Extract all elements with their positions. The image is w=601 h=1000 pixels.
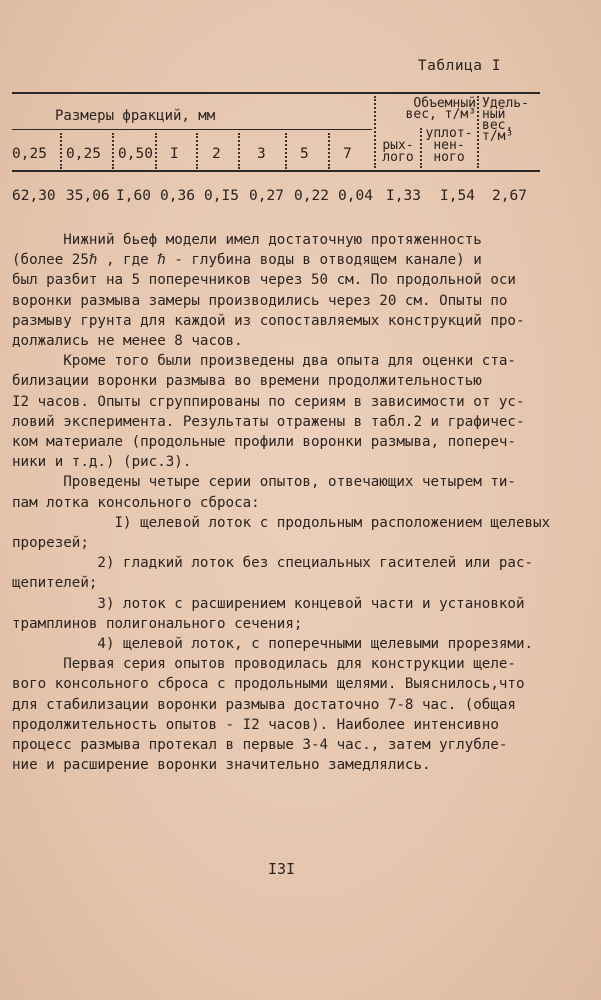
text-line: процесс размыва протекал в первые 3-4 час., затем углубле- bbox=[12, 737, 508, 754]
table-value-cell: 0,27 bbox=[249, 188, 284, 204]
volume-weight-header bbox=[388, 98, 476, 120]
table-value-cell: 0,36 bbox=[160, 188, 195, 204]
loose-header-line: рых- bbox=[382, 138, 414, 153]
text-line: Нижний бьеф модели имел достаточную протяженность bbox=[12, 232, 482, 248]
text-line: I) щелевой лоток с продольным расположением щелевых bbox=[12, 514, 551, 531]
text-line: (более 25ℏ , где ℏ - глубина воды в отводящем канале) и bbox=[12, 252, 482, 269]
loose-header-line: лого bbox=[382, 150, 414, 165]
fraction-sizes-header: Размеры фракций, мм bbox=[55, 108, 216, 124]
specific-weight-line: т/м³ bbox=[482, 129, 514, 144]
text-line: 4) щелевой лоток, с поперечными щелевыми прорезями. bbox=[12, 636, 534, 653]
text-line: Кроме того были произведены два опыта для оценки ста- bbox=[12, 353, 516, 370]
fraction-cell: 0,25 bbox=[12, 146, 47, 162]
fraction-cell: 2 bbox=[212, 146, 221, 162]
text-line: для стабилизации воронки размыва достаточно 7-8 час. (общая bbox=[12, 696, 516, 713]
column-separator bbox=[196, 133, 198, 169]
table-value-cell: I,60 bbox=[116, 188, 151, 204]
fraction-cell: I bbox=[170, 146, 179, 162]
text-line: Первая серия опытов проводилась для конструкции щеле- bbox=[12, 656, 516, 673]
column-separator bbox=[285, 133, 287, 169]
text-line: продолжительность опытов - I2 часов). Наиболее интенсивно bbox=[12, 716, 499, 733]
column-separator bbox=[112, 133, 114, 169]
table-top-rule bbox=[12, 92, 540, 94]
column-separator bbox=[155, 133, 157, 169]
text-line: прорезей; bbox=[12, 535, 89, 552]
page-number: I3I bbox=[268, 860, 296, 878]
loose-header bbox=[378, 140, 418, 164]
specific-weight-header bbox=[482, 98, 542, 142]
text-line: щепителей; bbox=[12, 575, 98, 592]
text-line: ники и т.д.) (рис.3). bbox=[12, 454, 192, 471]
dense-header-line: нен- bbox=[433, 138, 465, 153]
text-line: ние и расширение воронки значительно замедлялись. bbox=[12, 757, 431, 774]
fraction-cell: 3 bbox=[257, 146, 266, 162]
text-line: ловий эксперимента. Результаты отражены в табл.2 и графичес- bbox=[12, 413, 525, 430]
text-line: вого консольного сброса с продольными щелями. Выяснилось,что bbox=[12, 676, 525, 693]
column-separator bbox=[238, 133, 240, 169]
dense-header-line: уплот- bbox=[425, 126, 473, 141]
table-value-cell: I,54 bbox=[440, 188, 475, 204]
table-value-cell: I,33 bbox=[386, 188, 421, 204]
specific-weight-line: ный bbox=[482, 107, 506, 122]
dense-header-line: ного bbox=[433, 150, 465, 165]
fraction-cell: 7 bbox=[343, 146, 352, 162]
fraction-cell: 0,25 bbox=[66, 146, 101, 162]
specific-weight-line: вес, bbox=[482, 118, 514, 133]
table-value-cell: 62,30 bbox=[12, 188, 56, 204]
text-line: билизации воронки размыва во времени продолжительностью bbox=[12, 373, 482, 390]
text-line: пам лотка консольного сброса: bbox=[12, 494, 260, 511]
text-line: 3) лоток с расширением концевой части и установкой bbox=[12, 595, 525, 612]
text-line: ком материале (продольные профили воронки размыва, попереч- bbox=[12, 434, 516, 451]
body-text bbox=[12, 230, 551, 775]
specific-weight-line: Удель- bbox=[482, 96, 529, 111]
volume-weight-line: вес, т/м³ bbox=[405, 107, 476, 122]
table-bottom-rule bbox=[12, 170, 540, 172]
table-header-rule bbox=[12, 129, 372, 130]
text-line: I2 часов. Опыты сгруппированы по сериям в зависимости от ус- bbox=[12, 393, 525, 410]
dense-header bbox=[422, 128, 476, 164]
text-line: 2) гладкий лоток без специальных гасителей или рас- bbox=[12, 555, 534, 572]
fraction-cell: 0,50 bbox=[118, 146, 153, 162]
text-line: размыву грунта для каждой из сопоставляемых конструкций про- bbox=[12, 312, 525, 329]
text-line: трамплинов полигонального сечения; bbox=[12, 615, 303, 632]
table-value-cell: 2,67 bbox=[492, 188, 527, 204]
table-value-cell: 0,I5 bbox=[204, 188, 239, 204]
column-separator bbox=[60, 133, 62, 169]
column-separator bbox=[477, 96, 479, 168]
table-value-cell: 35,06 bbox=[66, 188, 110, 204]
table-value-cell: 0,04 bbox=[338, 188, 373, 204]
table-value-cell: 0,22 bbox=[294, 188, 329, 204]
text-line: был разбит на 5 поперечников через 50 см. По продольной оси bbox=[12, 272, 516, 289]
fraction-cell: 5 bbox=[300, 146, 309, 162]
text-line: должались не менее 8 часов. bbox=[12, 333, 243, 350]
table-caption: Таблица I bbox=[417, 58, 501, 74]
column-separator bbox=[374, 96, 376, 168]
text-line: воронки размыва замеры производились через 20 см. Опыты по bbox=[12, 292, 508, 309]
text-line: Проведены четыре серии опытов, отвечающих четырем ти- bbox=[12, 474, 516, 491]
column-separator bbox=[328, 133, 330, 169]
volume-weight-line: Объемный bbox=[413, 96, 476, 111]
